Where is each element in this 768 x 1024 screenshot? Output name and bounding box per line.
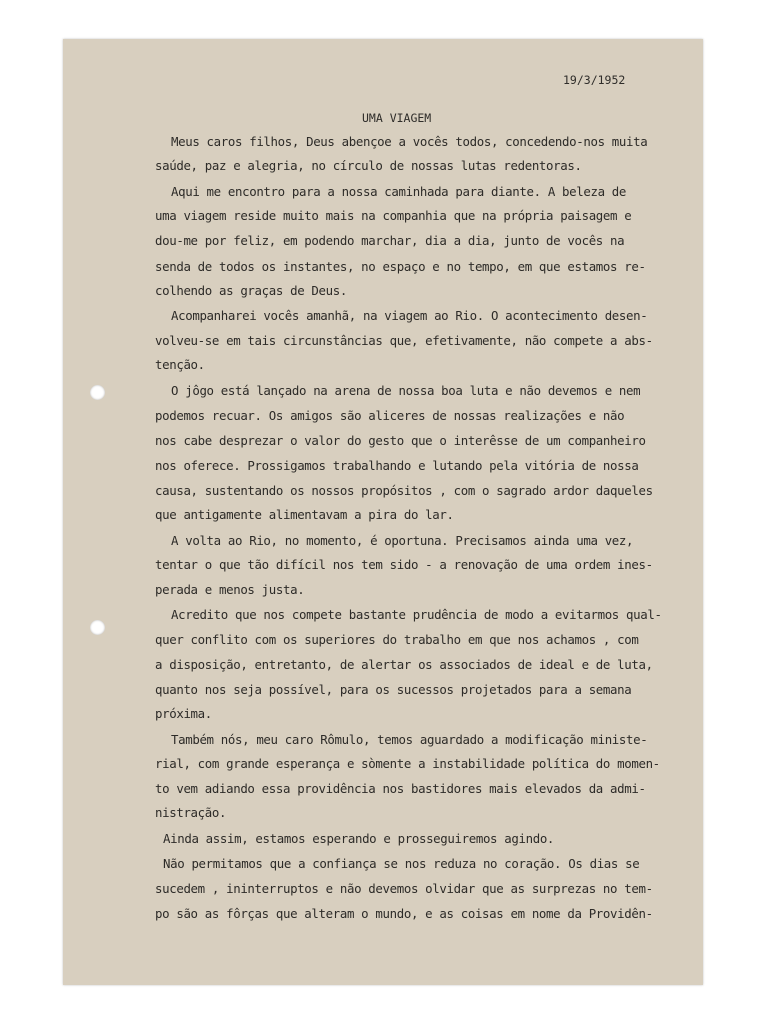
text-line: causa, sustentando os nossos propósitos , com o sagrado ardor daqueles [155,483,653,498]
text-line: Também nós, meu caro Rômulo, temos aguardado a modificação ministe- [171,732,648,747]
text-line: po são as fôrças que alteram o mundo, e as coisas em nome da Providên- [155,906,653,921]
text-line: dou-me por feliz, em podendo marchar, dia a dia, junto de vocês na [155,233,625,248]
text-line: uma viagem reside muito mais na companhia que na própria paisagem e [155,208,632,223]
text-line: saúde, paz e alegria, no círculo de nossas lutas redentoras. [155,158,582,173]
text-line: A volta ao Rio, no momento, é oportuna. Precisamos ainda uma vez, [171,533,634,548]
punch-hole-bottom [90,620,105,635]
text-line: que antigamente alimentavam a pira do lar. [155,507,454,522]
punch-hole-top [90,385,105,400]
text-line: nos cabe desprezar o valor do gesto que o interêsse de um companheiro [155,433,646,448]
letter-date: 19/3/1952 [563,73,626,87]
text-line: a disposição, entretanto, de alertar os associados de ideal e de luta, [155,657,653,672]
text-line: quer conflito com os superiores do trabalho em que nos achamos , com [155,632,639,647]
text-line: rial, com grande esperança e sòmente a instabilidade política do momen- [155,756,660,771]
text-line: tentar o que tão difícil nos tem sido - a renovação de uma ordem ines- [155,557,653,572]
text-line: O jôgo está lançado na arena de nossa boa luta e não devemos e nem [171,383,641,398]
text-line: próxima. [155,706,212,721]
text-line: volveu-se em tais circunstâncias que, efetivamente, não compete a abs- [155,333,653,348]
text-line: colhendo as graças de Deus. [155,283,347,298]
text-line: Ainda assim, estamos esperando e prosseguiremos agindo. [163,831,555,846]
text-line: Não permitamos que a confiança se nos reduza no coração. Os dias se [163,856,640,871]
text-line: Acompanharei vocês amanhã, na viagem ao Rio. O acontecimento desen- [171,308,648,323]
letter-title: UMA VIAGEM [362,111,432,125]
text-line: nos oferece. Prossigamos trabalhando e lutando pela vitória de nossa [155,458,639,473]
text-line: tenção. [155,357,205,372]
text-line: Aqui me encontro para a nossa caminhada para diante. A beleza de [171,184,627,199]
text-line: nistração. [155,805,227,820]
text-line: to vem adiando essa providência nos bastidores mais elevados da admi- [155,781,646,796]
text-line: perada e menos justa. [155,582,305,597]
text-line: podemos recuar. Os amigos são aliceres de nossas realizações e não [155,408,625,423]
typed-letter-page [63,39,703,985]
text-line: quanto nos seja possível, para os sucessos projetados para a semana [155,682,632,697]
text-line: Acredito que nos compete bastante prudência de modo a evitarmos qual- [171,607,662,622]
text-line: senda de todos os instantes, no espaço e no tempo, em que estamos re- [155,259,646,274]
text-line: sucedem , ininterruptos e não devemos olvidar que as surprezas no tem- [155,881,653,896]
text-line: Meus caros filhos, Deus abençoe a vocês todos, concedendo-nos muita [171,134,648,149]
